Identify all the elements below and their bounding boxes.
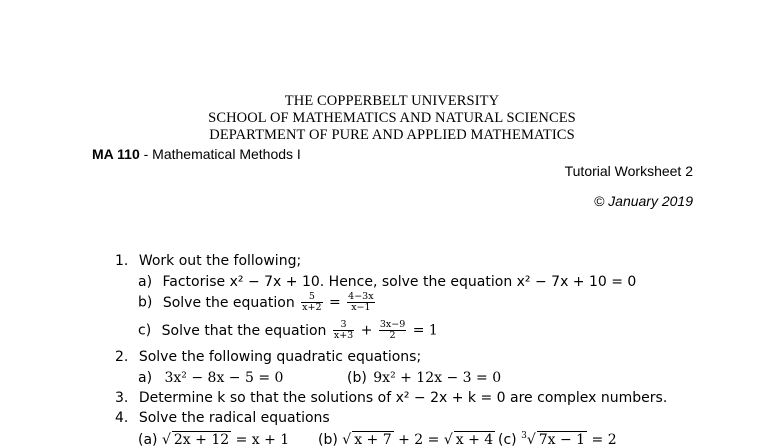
question-4 (115, 410, 330, 426)
worksheet-date: © January 2019 (593, 193, 693, 209)
question-text: Work out the following; (138, 253, 302, 269)
radicand: 7x − 1 (538, 432, 586, 448)
equals-sign: = (328, 294, 341, 311)
subquestion-text: Solve that the equation (161, 322, 327, 339)
question-number: 3. (115, 390, 129, 406)
subquestion-label: (b) (318, 432, 338, 448)
radical-sign: √ (443, 432, 453, 448)
worksheet-title: Tutorial Worksheet 2 (564, 163, 693, 179)
subquestion-label: a) (138, 370, 153, 386)
question-2 (115, 349, 421, 365)
subquestion-label: c) (138, 322, 152, 339)
question-2b (347, 370, 501, 386)
subquestion-label: (a) (138, 432, 158, 448)
question-4a (138, 431, 289, 448)
fraction: $\frac{4-3x}{x-1}$ (348, 291, 374, 313)
department-name: DEPARTMENT OF PURE AND APPLIED MATHEMATICS (209, 127, 575, 143)
subquestion-label: (b) (347, 370, 367, 386)
subquestion-label: (c) (498, 432, 517, 448)
fraction: $\frac{3x-9}{2}$ (379, 319, 406, 341)
question-2a (138, 370, 283, 386)
radicand: 2x + 12 (173, 432, 230, 448)
question-number: 4. (115, 410, 129, 426)
question-text: Solve the following quadratic equations; (138, 349, 422, 365)
course-code: MA 110 (92, 146, 140, 162)
subquestion-text: Solve the equation (162, 294, 295, 311)
equation-rhs: = 2 (591, 432, 617, 448)
question-text: Solve the radical equations (138, 410, 330, 426)
subquestion-label: b) (138, 294, 153, 311)
question-number: 1. (115, 253, 129, 269)
fraction: $\frac{5}{x+2}$ (302, 291, 322, 313)
radical-index: 3 (521, 431, 527, 441)
equation-rhs: = x + 1 (235, 432, 290, 448)
plus-sign: + (360, 322, 373, 339)
school-name: SCHOOL OF MATHEMATICS AND NATURAL SCIENCES (208, 110, 576, 126)
radicand: x + 4 (455, 432, 494, 448)
equation-middle: + 2 = (398, 432, 440, 448)
question-3 (115, 390, 667, 406)
fraction: $\frac{3}{x+3}$ (333, 319, 354, 341)
question-1 (115, 253, 301, 269)
equation: 9x² + 12x − 3 = 0 (373, 370, 502, 386)
question-number: 2. (115, 349, 129, 365)
equation: 3x² − 8x − 5 = 0 (164, 370, 284, 386)
course-line (92, 146, 301, 162)
radical-sign: √ (342, 432, 352, 448)
question-text: Determine k so that the solutions of x² − 2x + k = 0 are complex numbers. (138, 390, 668, 406)
subquestion-text: Factorise x² − 7x + 10. Hence, solve the equation x² − 7x + 10 = 0 (162, 274, 637, 290)
radical-sign: √ (161, 432, 171, 448)
course-name: - Mathematical Methods I (139, 146, 301, 162)
question-1c (138, 320, 438, 341)
subquestion-label: a) (138, 274, 153, 290)
radicand: x + 7 (354, 432, 392, 448)
equation-rhs: = 1 (412, 322, 438, 339)
university-name: THE COPPERBELT UNIVERSITY (284, 93, 500, 109)
question-1b (138, 292, 377, 313)
radical-sign: √ (526, 432, 536, 448)
question-4c (498, 431, 617, 448)
question-4b (318, 431, 495, 448)
question-1a (138, 274, 636, 290)
